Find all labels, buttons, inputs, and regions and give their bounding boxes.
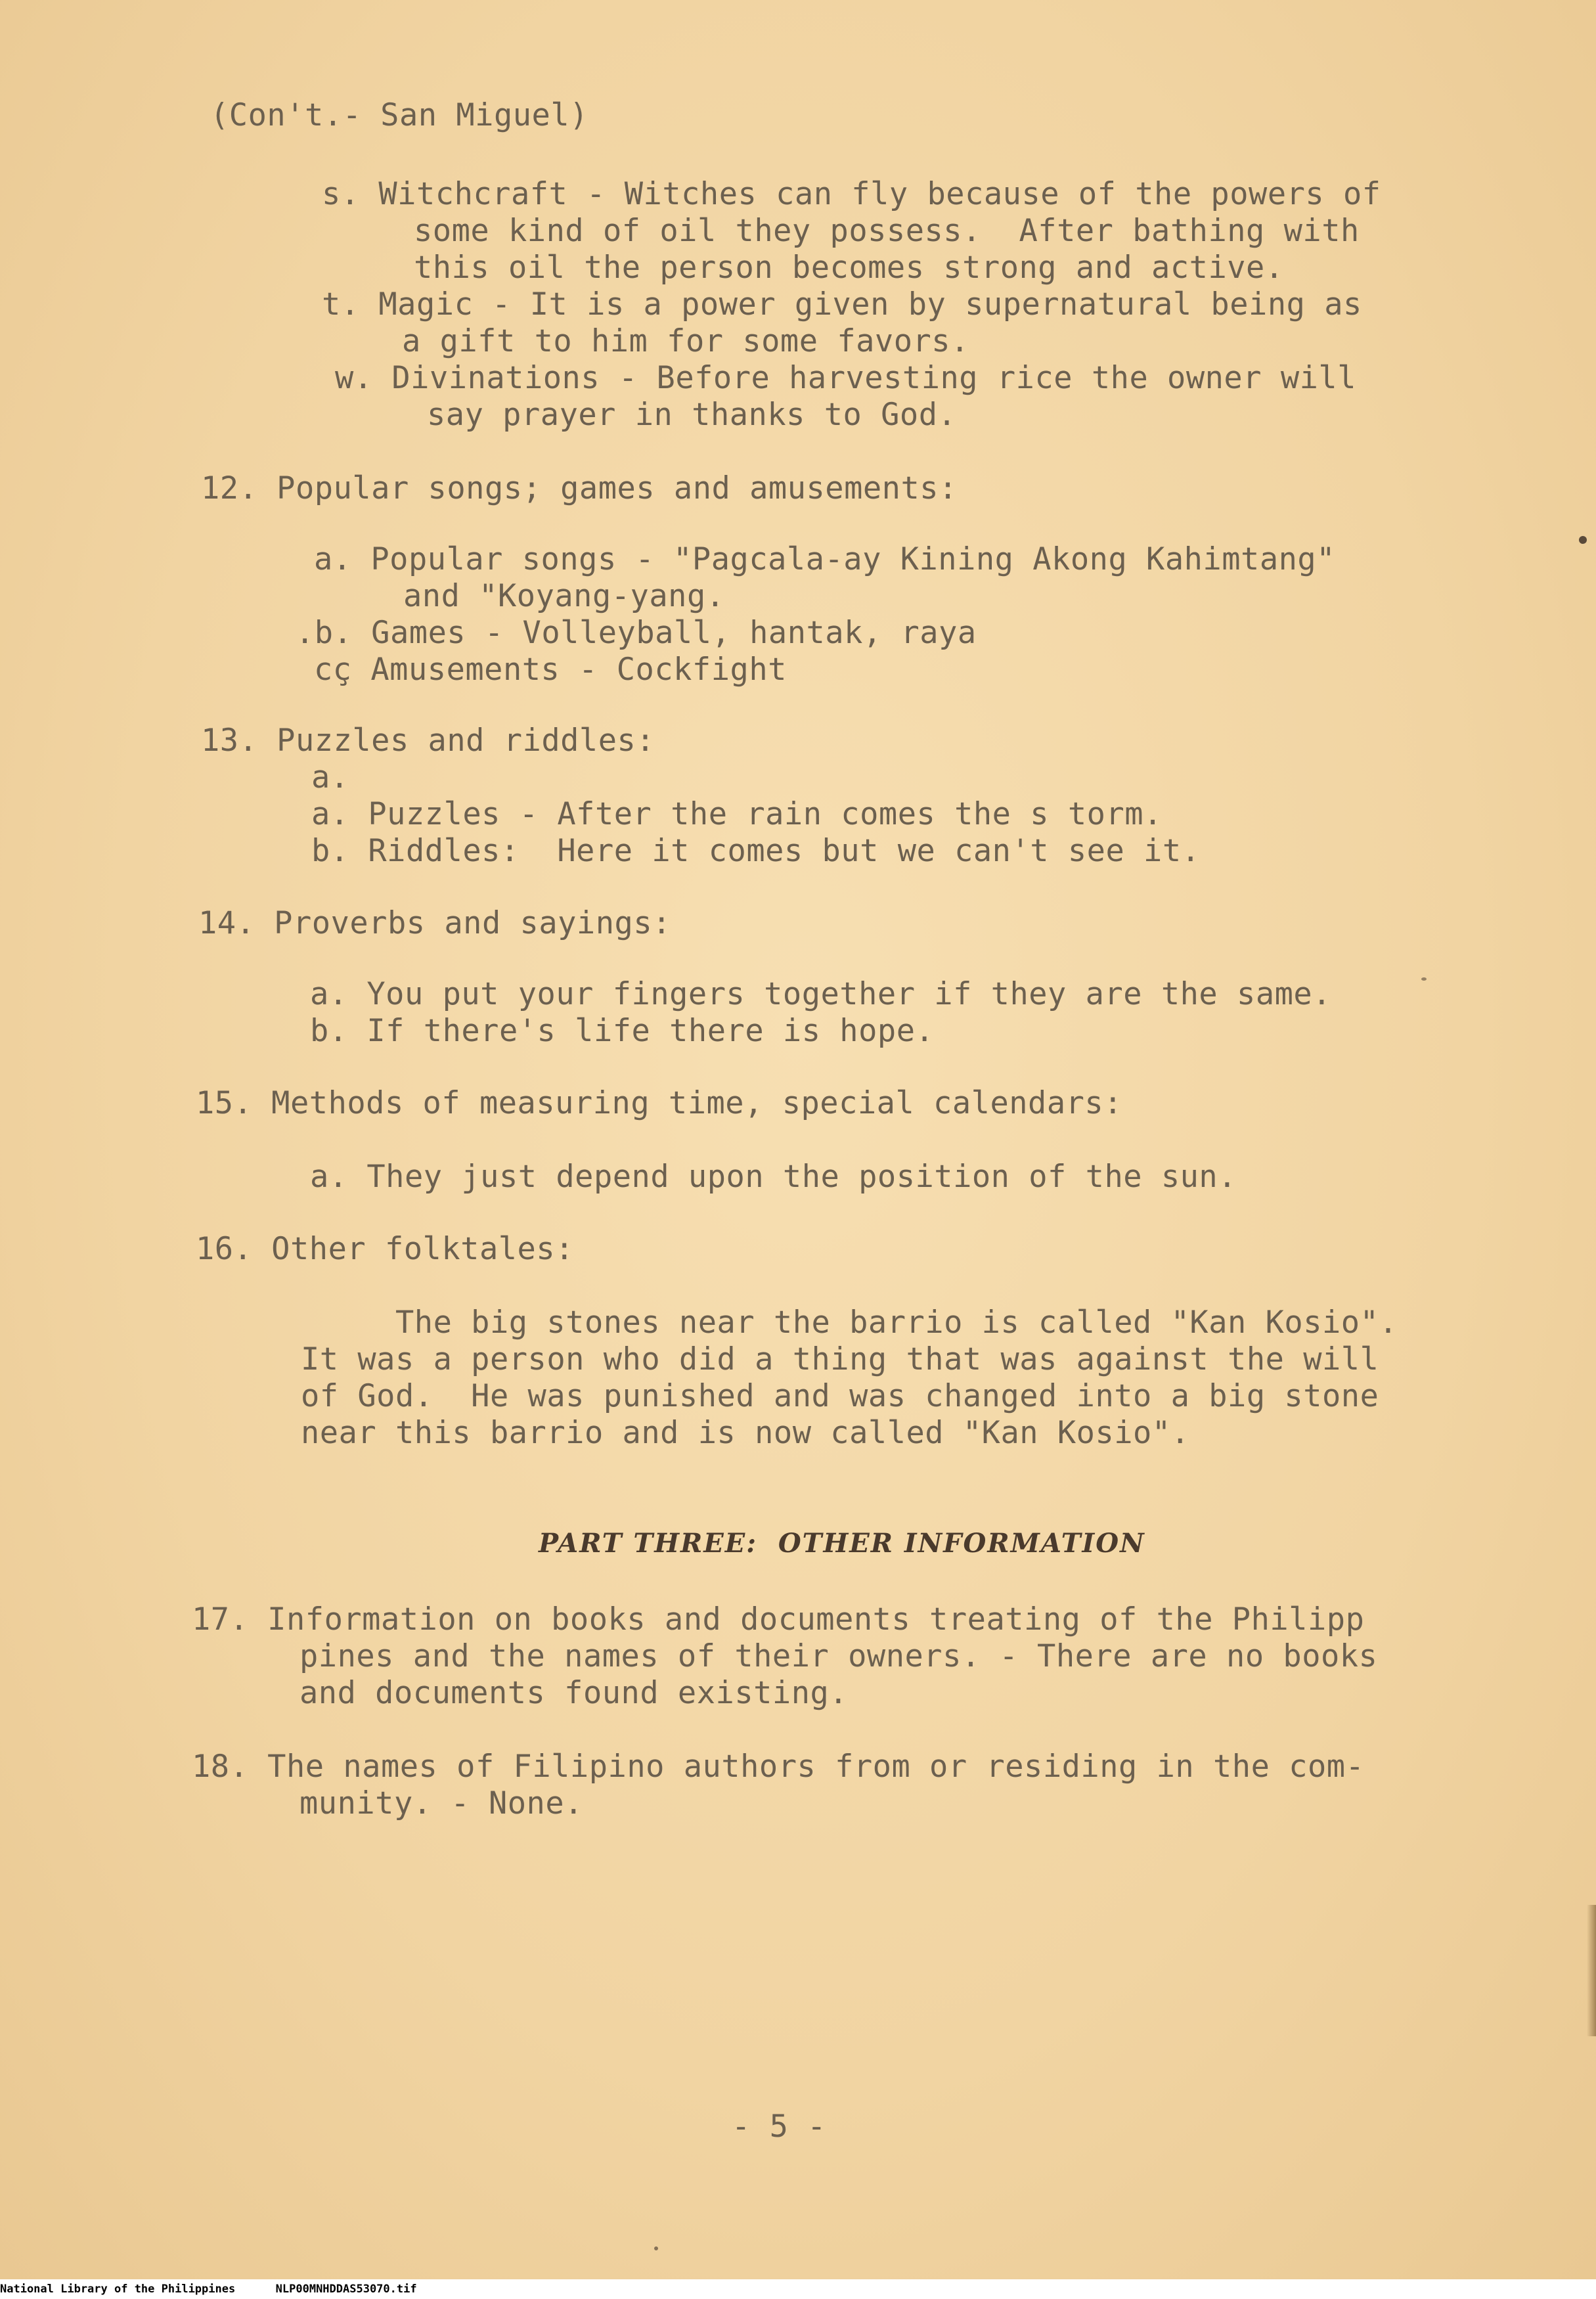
item-18-line-1: 18. The names of Filipino authors from or residing in the com- xyxy=(192,1749,1365,1785)
footer-library: National Library of the Philippines xyxy=(0,2283,236,2296)
item-t-line-2: a gift to him for some favors. xyxy=(402,323,969,359)
item-12b: .b. Games - Volleyball, hantak, raya xyxy=(296,615,977,651)
ink-speck xyxy=(654,2246,658,2250)
scan-footer xyxy=(0,2279,1596,2299)
item-13b: b. Riddles: Here it comes but we can't see it. xyxy=(311,833,1201,869)
continuation-header: (Con't.- San Miguel) xyxy=(210,97,588,133)
item-18-line-2: munity. - None. xyxy=(299,1785,583,1821)
item-16-para-line-1: The big stones near the barrio is called "Kan Kosio". xyxy=(301,1305,1398,1341)
item-s-line-3: this oil the person becomes strong and active. xyxy=(414,250,1284,286)
item-12-heading: 12. Popular songs; games and amusements: xyxy=(201,470,958,506)
page-edge-shadow xyxy=(1587,1905,1596,2036)
ink-speck xyxy=(1579,536,1587,544)
item-14-heading: 14. Proverbs and sayings: xyxy=(198,905,671,941)
footer-file: NLP00MNHDDAS53070.tif xyxy=(275,2283,417,2296)
item-s-line-1: s. Witchcraft - Witches can fly because of the powers of xyxy=(322,176,1381,212)
ink-speck xyxy=(1421,977,1427,981)
item-15-heading: 15. Methods of measuring time, special calendars: xyxy=(196,1085,1123,1121)
item-13a: a. Puzzles - After the rain comes the s torm. xyxy=(311,796,1163,832)
item-17-line-1: 17. Information on books and documents treating of the Philipp xyxy=(192,1601,1365,1638)
item-17-line-3: and documents found existing. xyxy=(299,1675,849,1711)
item-s-line-2: some kind of oil they possess. After bathing with xyxy=(414,213,1360,249)
item-12a-line-1: a. Popular songs - "Pagcala-ay Kining Akong Kahimtang" xyxy=(314,541,1336,577)
item-16-para-line-4: near this barrio and is now called "Kan Kosio". xyxy=(301,1415,1190,1451)
page-number: - 5 - xyxy=(732,2109,826,2145)
item-13-heading: 13. Puzzles and riddles: xyxy=(201,723,655,759)
item-16-para-line-3: of God. He was punished and was changed into a big stone xyxy=(301,1378,1379,1414)
item-t-line-1: t. Magic - It is a power given by supernatural being as xyxy=(322,286,1362,323)
item-17-line-2: pines and the names of their owners. - There are no books xyxy=(299,1638,1378,1674)
item-14a: a. You put your fingers together if they are the same. xyxy=(310,976,1332,1012)
part-three-title: PART THREE: OTHER INFORMATION xyxy=(539,1528,1145,1559)
item-13a-blank: a. xyxy=(311,759,349,795)
item-16-heading: 16. Other folktales: xyxy=(196,1231,574,1267)
item-w-line-2: say prayer in thanks to God. xyxy=(427,397,957,433)
item-12a-line-2: and "Koyang-yang. xyxy=(403,578,725,614)
item-15a: a. They just depend upon the position of the sun. xyxy=(310,1159,1237,1195)
item-12c: cç Amusements - Cockfight xyxy=(314,652,787,688)
item-w-line-1: w. Divinations - Before harvesting rice the owner will xyxy=(335,360,1357,396)
item-16-para-line-2: It was a person who did a thing that was against the will xyxy=(301,1341,1379,1377)
item-14b: b. If there's life there is hope. xyxy=(310,1013,935,1049)
